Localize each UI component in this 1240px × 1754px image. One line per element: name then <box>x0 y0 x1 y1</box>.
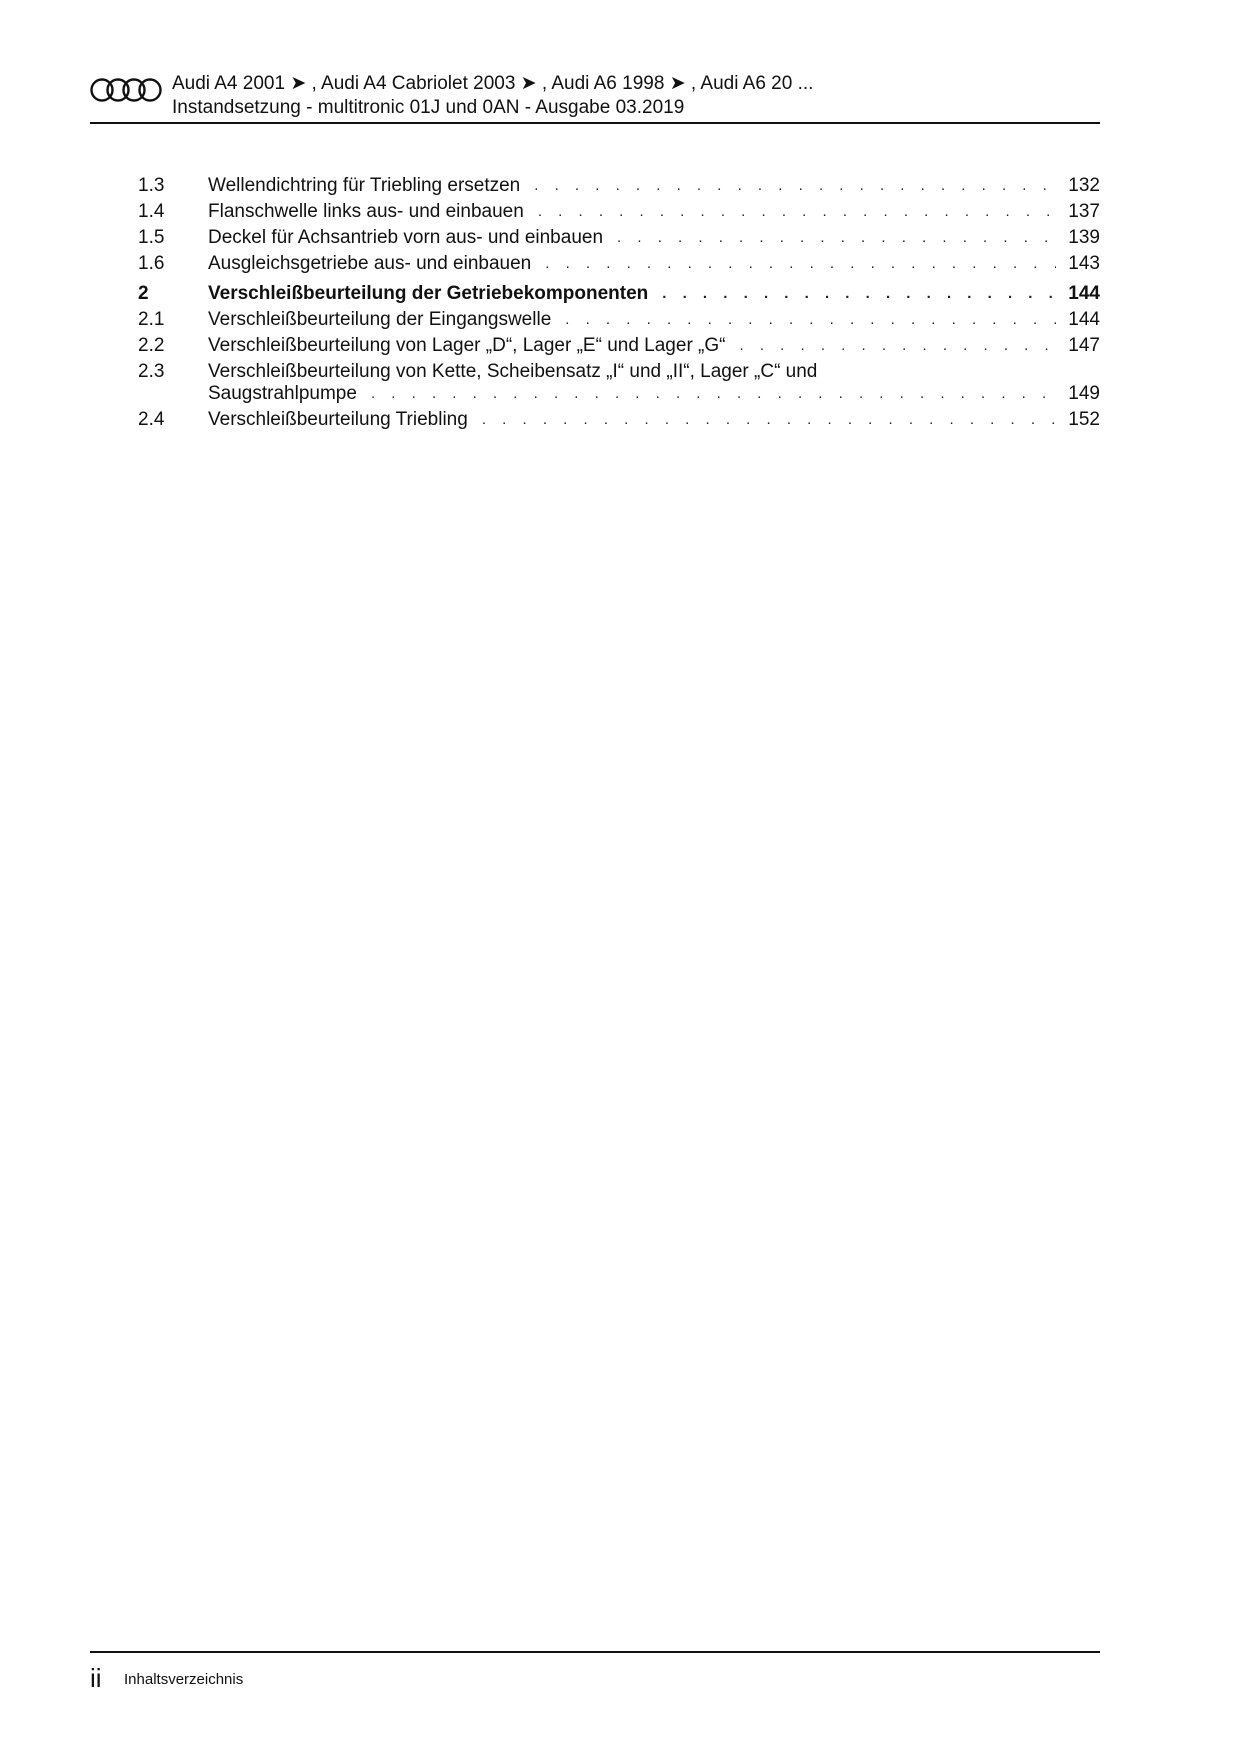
toc-entry-title: Wellendichtring für Triebling ersetzen <box>208 175 521 196</box>
leader-dots <box>739 335 1056 357</box>
leader-dots <box>538 201 1056 223</box>
toc-entry-title: Verschleißbeurteilung der Eingangswelle <box>208 309 552 330</box>
toc-entry-title-line1: Verschleißbeurteilung von Kette, Scheibensatz „I“ und „II“, Lager „C“ und <box>208 361 818 382</box>
leader-dots <box>617 227 1056 249</box>
toc-entry[interactable] <box>138 201 1100 223</box>
toc-entry[interactable] <box>138 227 1100 249</box>
leader-dots <box>534 175 1056 197</box>
toc-entry-number: 1.4 <box>138 201 165 222</box>
toc-entry-title: Verschleißbeurteilung von Lager „D“, Lager „E“ und Lager „G“ <box>208 335 726 356</box>
toc-entry-page: 137 <box>1068 201 1100 222</box>
toc-entry-page: 144 <box>1068 309 1100 330</box>
toc-entry[interactable] <box>138 409 1100 431</box>
toc-entry-number: 2 <box>138 283 149 304</box>
toc-entry-page: 144 <box>1068 283 1100 304</box>
toc-entry-number: 2.2 <box>138 335 165 356</box>
toc-entry[interactable] <box>138 175 1100 197</box>
toc-entry-page: 132 <box>1068 175 1100 196</box>
leader-dots <box>482 409 1056 431</box>
toc-entry-page: 149 <box>1068 383 1100 404</box>
toc-entry-page: 139 <box>1068 227 1100 248</box>
toc-entry-number: 1.5 <box>138 227 165 248</box>
toc-entry-page: 152 <box>1068 409 1100 430</box>
toc-chapter-entry[interactable] <box>138 283 1100 305</box>
toc-entry-title: Verschleißbeurteilung der Getriebekomponenten <box>208 283 649 304</box>
toc-entry-number: 1.6 <box>138 253 165 274</box>
leader-dots <box>371 383 1056 405</box>
table-of-contents <box>138 175 1100 435</box>
toc-entry-title: Verschleißbeurteilung Triebling <box>208 409 468 430</box>
leader-dots <box>545 253 1056 275</box>
leader-dots <box>565 309 1056 331</box>
toc-entry-page: 143 <box>1068 253 1100 274</box>
toc-entry-number: 1.3 <box>138 175 165 196</box>
toc-entry-number: 2.4 <box>138 409 165 430</box>
toc-entry-number: 2.3 <box>138 361 165 382</box>
page-number: ii <box>90 1663 102 1693</box>
toc-entry-title: Deckel für Achsantrieb vorn aus- und einbauen <box>208 227 604 248</box>
header-manual-title: Instandsetzung - multitronic 01J und 0AN - Ausgabe 03.2019 <box>172 97 685 118</box>
page-header <box>90 70 1100 124</box>
leader-dots <box>662 283 1056 305</box>
toc-entry[interactable] <box>138 309 1100 331</box>
toc-entry[interactable] <box>138 335 1100 357</box>
header-models: Audi A4 2001 ➤ , Audi A4 Cabriolet 2003 ➤ , Audi A6 1998 ➤ , Audi A6 20 ... <box>172 73 814 94</box>
toc-entry[interactable] <box>138 253 1100 275</box>
toc-entry-title: Flanschwelle links aus- und einbauen <box>208 201 524 222</box>
toc-entry-page: 147 <box>1068 335 1100 356</box>
toc-entry[interactable] <box>138 361 1100 405</box>
footer-section-title: Inhaltsverzeichnis <box>124 1671 244 1688</box>
audi-rings-logo <box>90 76 162 104</box>
toc-entry-title-line2: Saugstrahlpumpe <box>208 383 357 404</box>
toc-entry-number: 2.1 <box>138 309 165 330</box>
page-footer <box>90 1651 1100 1693</box>
toc-entry-title: Ausgleichsgetriebe aus- und einbauen <box>208 253 532 274</box>
